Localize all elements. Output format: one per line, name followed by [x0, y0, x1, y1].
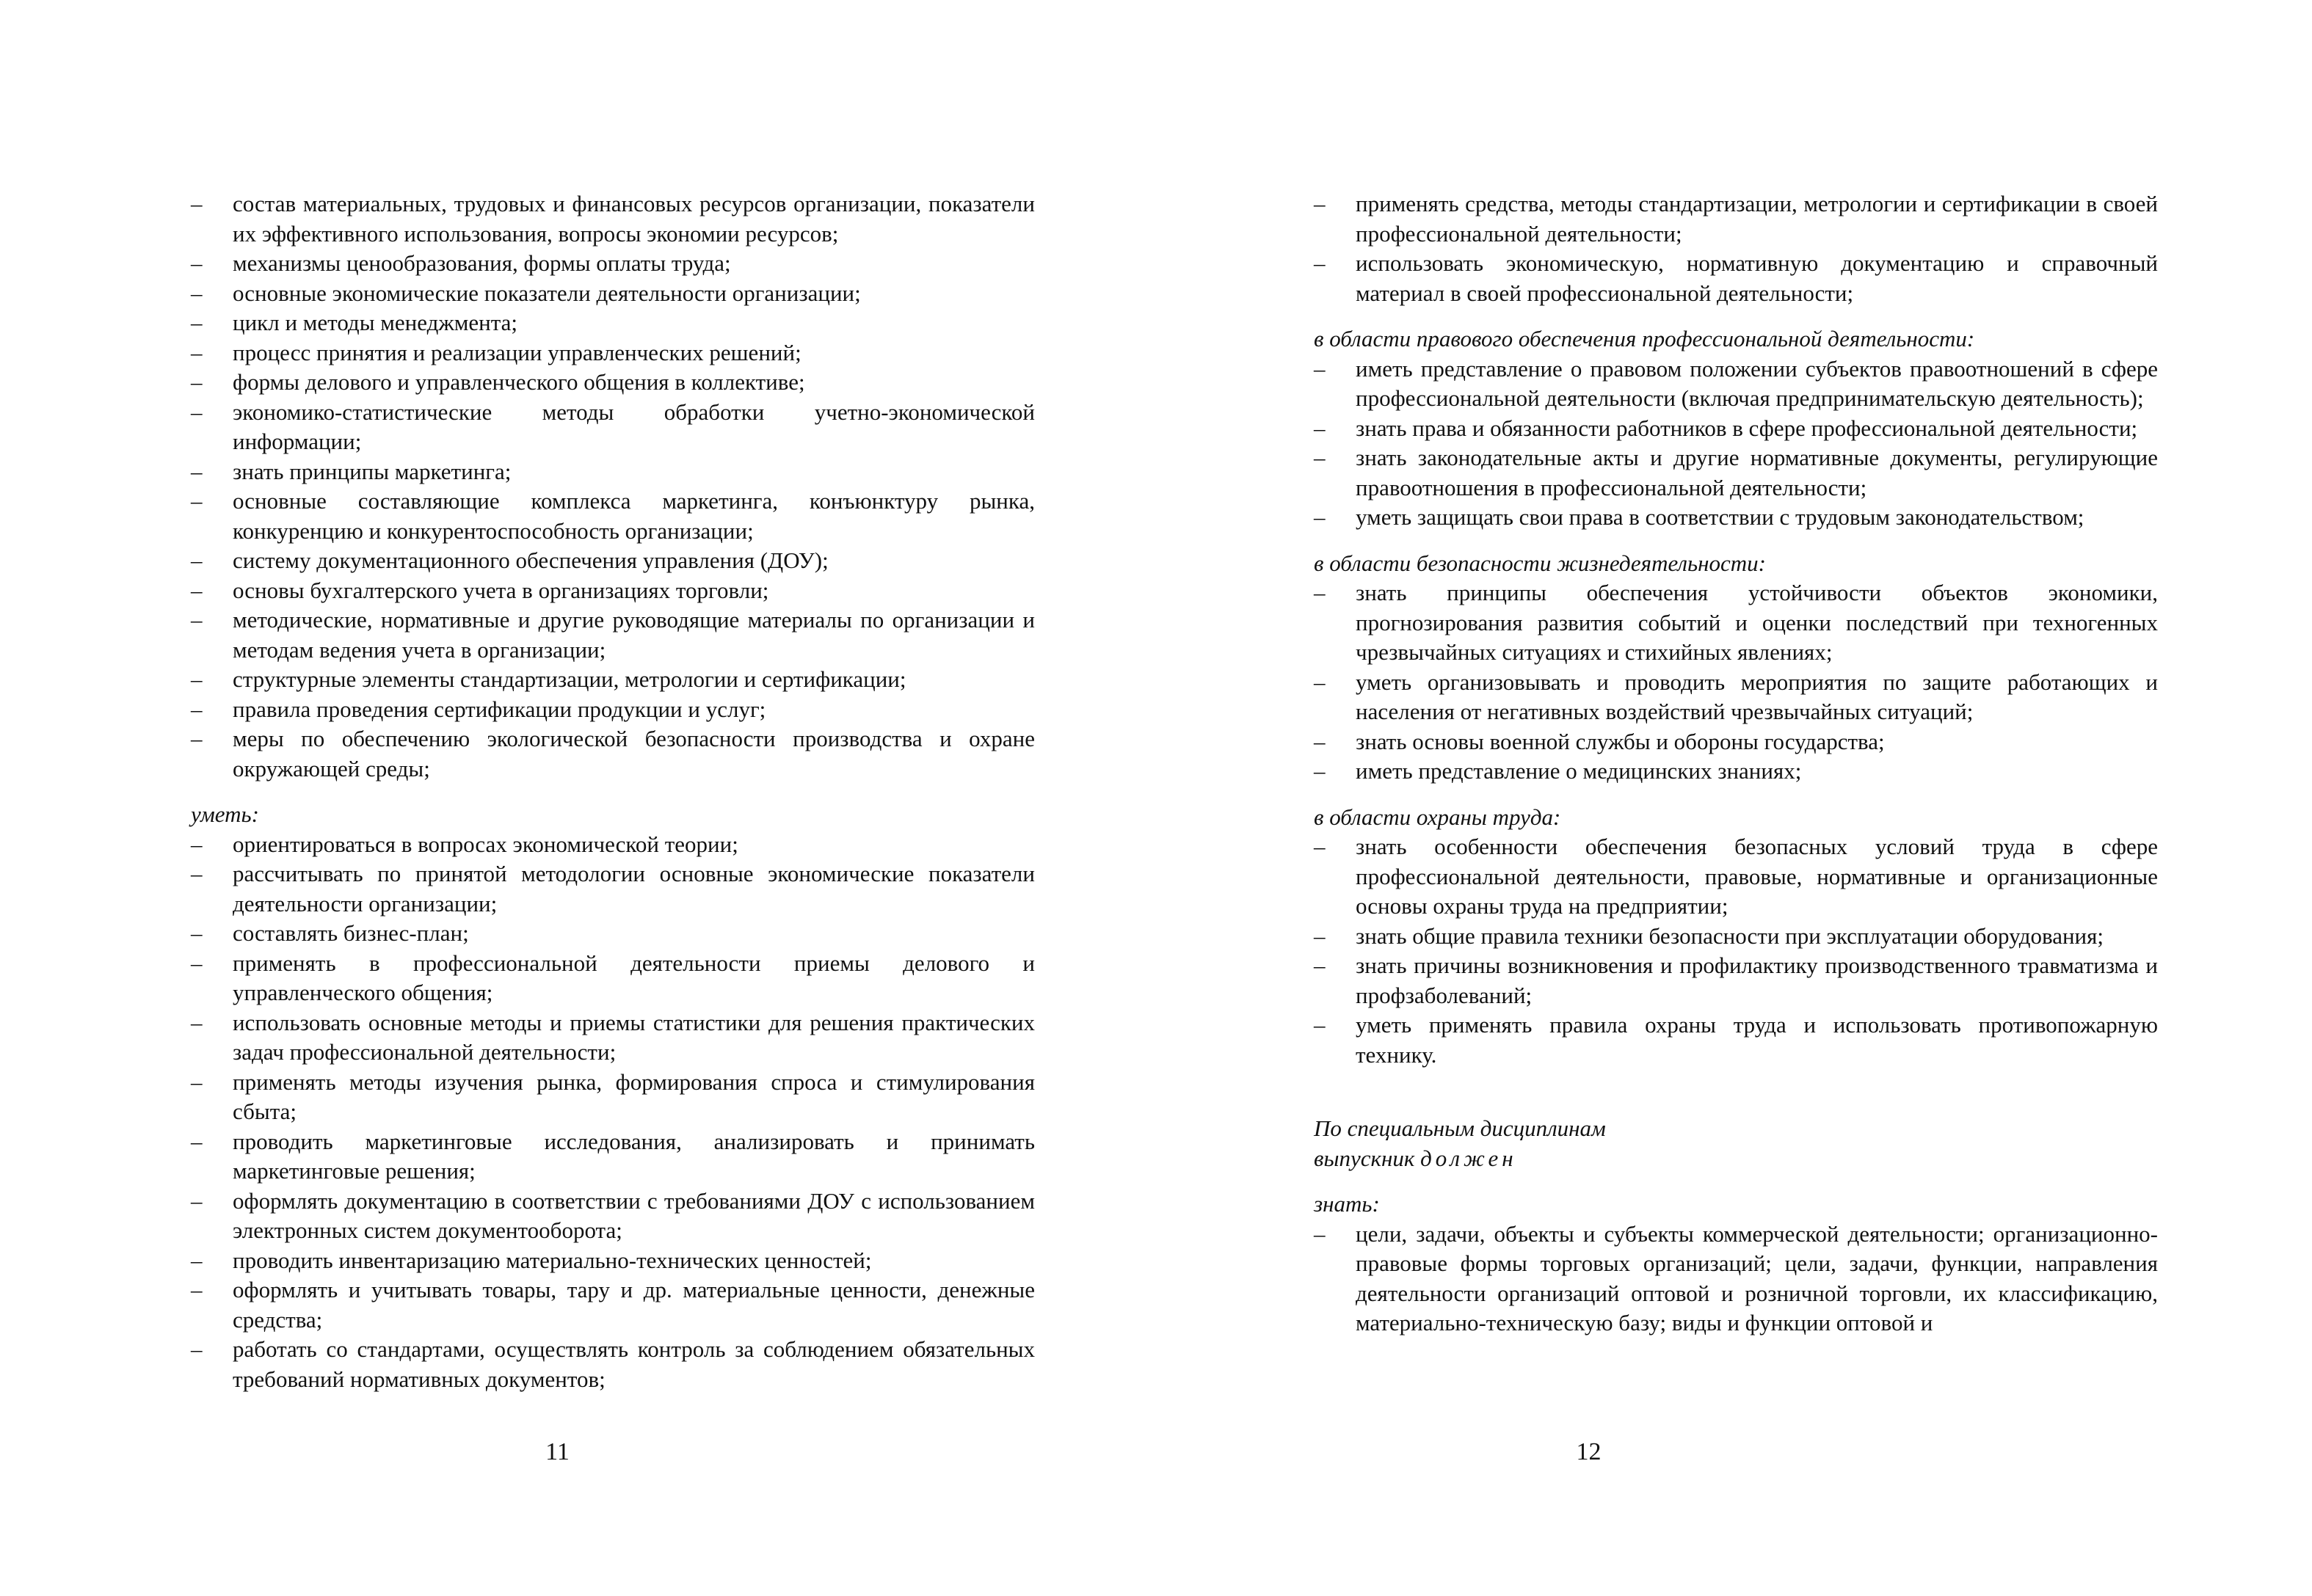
- special-disciplines-heading: По специальным дисциплинам: [1314, 1115, 1606, 1141]
- must-label: должен: [1420, 1145, 1517, 1171]
- list-item: – рассчитывать по принятой методологии основные экономические показатели деятельности организации;: [191, 859, 1035, 919]
- list-item: – применять методы изучения рынка, формирования спроса и стимулирования сбыта;: [191, 1068, 1035, 1127]
- list-item: – знать основы военной службы и обороны государства;: [1314, 727, 2158, 757]
- section-heading-legal: в области правового обеспечения профессиональной деятельности:: [1314, 326, 1975, 351]
- safety-list: [1314, 578, 2158, 787]
- list-item: – применять средства, методы стандартизации, метрологии и сертификации в своей профессиональной деятельности;: [1314, 189, 2158, 249]
- list-item: – знать общие правила техники безопасности при эксплуатации оборудования;: [1314, 922, 2158, 952]
- right-page-content: [1314, 189, 2158, 1338]
- legal-list: [1314, 354, 2158, 533]
- list-item: – уметь применять правила охраны труда и использовать противопожарную технику.: [1314, 1010, 2158, 1070]
- list-item: – основные экономические показатели деятельности организации;: [191, 279, 1035, 309]
- list-item: – знать права и обязанности работников в сфере профессиональной деятельности;: [1314, 414, 2158, 444]
- list-item: – использовать экономическую, нормативную документацию и справочный материал в своей профессиональной деятельности;: [1314, 249, 2158, 308]
- page-number-left: 11: [545, 1438, 570, 1465]
- list-item: – правила проведения сертификации продукции и услуг;: [191, 695, 1035, 725]
- list-item: – проводить инвентаризацию материально-технических ценностей;: [191, 1246, 1035, 1276]
- graduate-label: выпускник: [1314, 1145, 1421, 1171]
- list-item: – структурные элементы стандартизации, метрологии и сертификации;: [191, 665, 1035, 695]
- list-item: – знать причины возникновения и профилактику производственного травматизма и профзаболеваний;: [1314, 951, 2158, 1010]
- list-item: – иметь представление о правовом положении субъектов правоотношений в сфере профессиональной деятельности (включая предпринимательскую деятельность);: [1314, 354, 2158, 414]
- list-item: – экономико-статистические методы обработки учетно-экономической информации;: [191, 398, 1035, 457]
- list-item: – оформлять документацию в соответствии с требованиями ДОУ с использованием электронных систем документооборота;: [191, 1187, 1035, 1246]
- list-item: – ориентироваться в вопросах экономической теории;: [191, 830, 1035, 860]
- umet-list: [191, 830, 1035, 1395]
- list-item: – уметь организовывать и проводить мероприятия по защите работающих и населения от негативных воздействий чрезвычайных ситуаций;: [1314, 668, 2158, 727]
- list-item: – цикл и методы менеджмента;: [191, 308, 1035, 338]
- list-item: – уметь защищать свои права в соответствии с трудовым законодательством;: [1314, 503, 2158, 533]
- labor-list: [1314, 832, 2158, 1070]
- page-number-right: 12: [1576, 1438, 1602, 1465]
- list-item: – проводить маркетинговые исследования, анализировать и принимать маркетинговые решения;: [191, 1127, 1035, 1187]
- list-item: – оформлять и учитывать товары, тару и др. материальные ценности, денежные средства;: [191, 1275, 1035, 1335]
- section-heading-znat: знать:: [1314, 1191, 1380, 1217]
- list-item: – систему документационного обеспечения управления (ДОУ);: [191, 546, 1035, 576]
- list-item: – состав материальных, трудовых и финансовых ресурсов организации, показатели их эффективного использования, вопросы экономии ресурсов;: [191, 189, 1035, 249]
- list-item: – знать законодательные акты и другие нормативные документы, регулирующие правоотношения в профессиональной деятельности;: [1314, 443, 2158, 503]
- list-item: – цели, задачи, объекты и субъекты коммерческой деятельности; организационно-правовые формы торговых организаций; цели, задачи, функции, направления деятельности организаций оптовой и розничной торговли, их классификацию, материально-техническую базу; виды и функции оптовой и: [1314, 1220, 2158, 1338]
- section-heading-labor: в области охраны труда:: [1314, 804, 1561, 830]
- list-item: – формы делового и управленческого общения в коллективе;: [191, 368, 1035, 398]
- list-item: – знать принципы маркетинга;: [191, 457, 1035, 487]
- section-heading-umet: уметь:: [191, 801, 259, 827]
- section-heading-safety: в области безопасности жизнедеятельности:: [1314, 550, 1766, 576]
- list-item: – применять в профессиональной деятельности приемы делового и управленческого общения;: [191, 949, 1035, 1008]
- list-item: – меры по обеспечению экологической безопасности производства и охране окружающей среды;: [191, 724, 1035, 784]
- list-item: – процесс принятия и реализации управленческих решений;: [191, 338, 1035, 368]
- list-item: – использовать основные методы и приемы статистики для решения практических задач профессиональной деятельности;: [191, 1008, 1035, 1068]
- list-item: – знать принципы обеспечения устойчивости объектов экономики, прогнозирования развития событий и оценки последствий при техногенных чрезвычайных ситуациях и стихийных явлениях;: [1314, 578, 2158, 668]
- list-item: – работать со стандартами, осуществлять контроль за соблюдением обязательных требований нормативных документов;: [191, 1335, 1035, 1394]
- graduate-must-heading: [1314, 1144, 2158, 1174]
- list-item: – знать особенности обеспечения безопасных условий труда в сфере профессиональной деятельности, правовые, нормативные и организационные основы охраны труда на предприятии;: [1314, 832, 2158, 922]
- left-top-list: [191, 189, 1035, 784]
- list-item: – иметь представление о медицинских знаниях;: [1314, 757, 2158, 787]
- list-item: – механизмы ценообразования, формы оплаты труда;: [191, 249, 1035, 279]
- znat-list: [1314, 1220, 2158, 1338]
- list-item: – основные составляющие комплекса маркетинга, конъюнктуру рынка, конкуренцию и конкурентоспособность организации;: [191, 487, 1035, 546]
- left-page-content: [191, 189, 1035, 1394]
- list-item: – методические, нормативные и другие руководящие материалы по организации и методам ведения учета в организации;: [191, 605, 1035, 665]
- list-item: – основы бухгалтерского учета в организациях торговли;: [191, 576, 1035, 606]
- right-top-list: [1314, 189, 2158, 308]
- right-page: [1156, 0, 2312, 1596]
- list-item: – составлять бизнес-план;: [191, 919, 1035, 949]
